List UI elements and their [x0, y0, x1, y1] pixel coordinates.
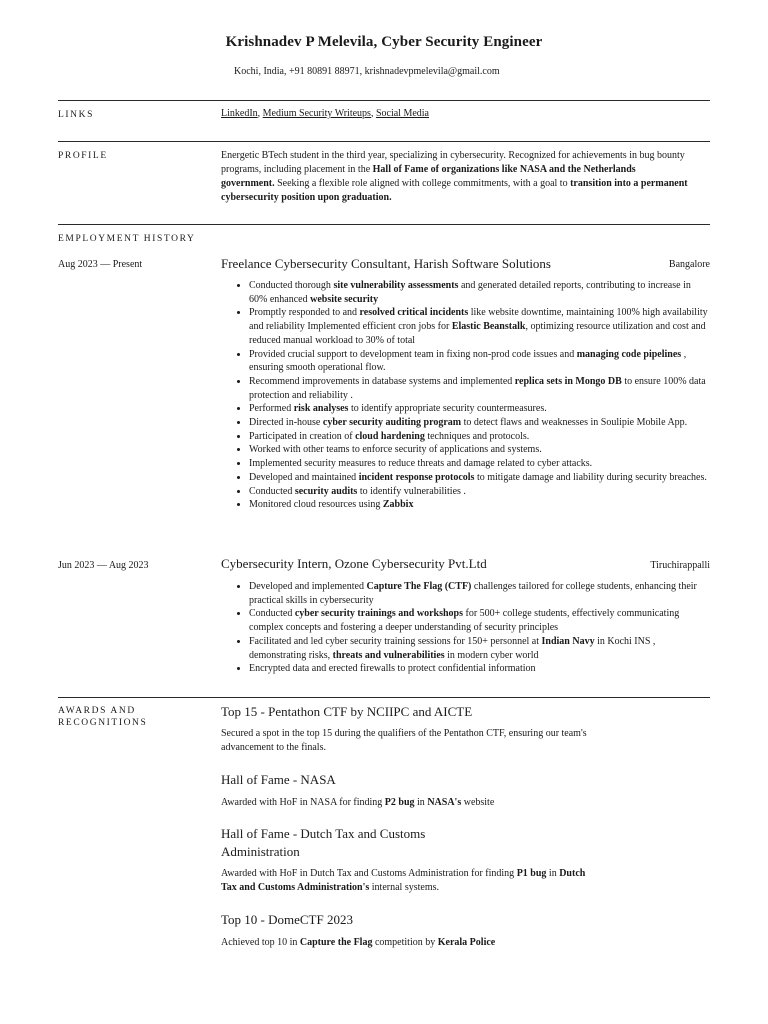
bold-text: Indian Navy — [541, 635, 595, 647]
text-segment: , optimizing resource utilization and cost and reduced manual workload to 30% of total — [249, 321, 706, 346]
text-segment: Encrypted data and erected firewalls to protect confidential information — [249, 663, 536, 675]
candidate-name: Krishnadev P Melevila, Cyber Security Engineer — [225, 34, 543, 50]
text-segment: website — [461, 797, 495, 808]
text-segment: to ensure 100% data protection and reliability . — [249, 375, 706, 401]
text-segment: Secured a spot in the top 15 during the qualifiers of the Pentathon CTF, ensuring our team's advancement to the finals. — [221, 728, 587, 753]
bullet-item — [249, 348, 711, 375]
bullet-item — [249, 402, 711, 416]
award-description — [221, 796, 621, 810]
link-separator: , — [257, 108, 263, 119]
resume-header — [0, 34, 768, 51]
text-segment: Conducted thorough — [249, 280, 334, 291]
bullet-item — [249, 471, 711, 485]
bold-text: security audits — [294, 485, 358, 497]
divider — [58, 100, 710, 101]
job-title: Cybersecurity Intern, Ozone Cybersecurity Pvt.Ltd — [221, 556, 487, 571]
bullet-item — [249, 443, 711, 457]
bullet-item — [249, 375, 711, 402]
bullet-item — [249, 662, 711, 676]
text-segment: in modern cyber world — [444, 649, 539, 661]
bullet-item — [249, 580, 711, 607]
text-segment: Performed — [249, 403, 294, 415]
medium-link[interactable]: Medium Security Writeups — [262, 108, 371, 119]
job-location: Tiruchirappalli — [650, 560, 710, 571]
profile-section-label: PROFILE — [58, 151, 108, 161]
link-separator: , — [370, 108, 376, 119]
bullet-item — [249, 430, 711, 444]
bold-text: incident response protocols — [358, 471, 475, 483]
bullet-item — [249, 635, 711, 662]
awards-label-line: AWARDS AND — [58, 706, 136, 716]
divider — [58, 224, 710, 225]
bold-text: Dutch Tax and Customs Administration's — [221, 868, 586, 893]
text-segment: Achieved top 10 in — [221, 937, 300, 948]
award-title: Hall of Fame - Dutch Tax and Customs Administration — [221, 826, 426, 859]
text-segment: to mitigate damage and liability during security breaches. — [474, 471, 707, 483]
bullet-item — [249, 416, 711, 430]
text-segment: challenges tailored for college students, enhancing their practical skills in cybersecurity — [249, 581, 697, 606]
text-segment: Participated in creation of — [249, 430, 356, 442]
text-segment: Provided crucial support to development team in fixing non-prod code issues and — [249, 348, 577, 360]
text-segment: to identify appropriate security countermeasures. — [348, 403, 547, 415]
text-segment: Conducted — [249, 608, 295, 620]
bold-text: Capture the Flag — [299, 937, 373, 948]
job-dates: Jun 2023 — Aug 2023 — [58, 560, 149, 571]
text-segment: Developed and maintained — [249, 471, 359, 483]
bold-text: managing code pipelines — [576, 348, 682, 360]
bullet-item — [249, 607, 711, 634]
text-segment: Energetic BTech student in the third year, specializing in cybersecurity. Recognized for achievements in bug bounty programs, including placement in the — [221, 150, 685, 175]
awards-label-line: RECOGNITIONS — [58, 718, 148, 728]
award-description — [221, 867, 601, 895]
bold-text: Zabbix — [382, 499, 414, 511]
job-bullets — [221, 580, 711, 676]
job-location: Bangalore — [668, 259, 710, 270]
bullet-item — [249, 498, 711, 512]
award-description — [221, 936, 621, 950]
profile-text — [221, 149, 691, 205]
text-segment: in — [546, 868, 560, 879]
award-title: Hall of Fame - NASA — [221, 772, 336, 787]
text-segment: competition by — [372, 937, 438, 948]
text-segment: Seeking a flexible role aligned with college commitments, with a goal to — [274, 178, 571, 189]
job-title: Freelance Cybersecurity Consultant, Harish Software Solutions — [221, 256, 551, 271]
text-segment: to identify vulnerabilities . — [357, 485, 466, 497]
bold-text: risk analyses — [293, 403, 349, 415]
text-segment: in — [414, 797, 428, 808]
bold-text: resolved critical incidents — [359, 307, 469, 319]
award-title: Top 15 - Pentathon CTF by NCIIPC and AICTE — [221, 704, 473, 719]
job-dates: Aug 2023 — Present — [58, 259, 143, 270]
award-description — [221, 727, 591, 755]
text-segment: , ensuring smooth operational flow. — [249, 348, 687, 374]
text-segment: to detect flaws and weaknesses in Soulipie Mobile App. — [461, 417, 688, 429]
bold-text: replica sets in Mongo DB — [514, 375, 622, 387]
links-section-label: LINKS — [58, 110, 94, 120]
bold-text: transition into a permanent cybersecurity position upon graduation. — [221, 178, 688, 203]
text-segment: Facilitated and led cyber security training sessions for 150+ personnel at — [249, 635, 542, 647]
awards-section-label — [58, 705, 147, 729]
bold-text: Kerala Police — [437, 937, 496, 948]
bold-text: threats and vulnerabilities — [332, 649, 445, 661]
bullet-item — [249, 485, 711, 499]
bold-text: Hall of Fame of organizations like NASA and the Netherlands government. — [221, 164, 636, 189]
text-segment: Conducted — [249, 485, 295, 497]
bold-text: Elastic Beanstalk — [451, 321, 526, 333]
bullet-item — [249, 306, 711, 347]
text-segment: and generated detailed reports, contributing to increase in 60% enhanced — [249, 280, 691, 305]
text-segment: in Kochi INS , demonstrating risks, — [249, 635, 656, 661]
text-segment: Recommend improvements in database systems and implemented — [249, 375, 515, 387]
divider — [58, 141, 710, 142]
text-segment: Awarded with HoF in Dutch Tax and Customs Administration for finding — [221, 868, 517, 879]
contact-line: Kochi, India, +91 80891 88971, krishnadevpmelevila@gmail.com — [234, 66, 500, 77]
bullet-item — [249, 279, 711, 306]
social-media-link[interactable]: Social Media — [375, 108, 429, 119]
text-segment: Promptly responded to and — [249, 307, 360, 319]
bold-text: Capture The Flag (CTF) — [366, 581, 472, 592]
text-segment: Directed in-house — [249, 417, 323, 429]
job-bullets — [221, 279, 711, 512]
text-segment: Awarded with HoF in NASA for finding — [221, 797, 385, 808]
text-segment: for 500+ college students, effectively communicating complex concepts and fostering a deeper understanding of security principles — [249, 608, 680, 634]
text-segment: Developed and implemented — [249, 581, 367, 592]
bold-text: NASA's — [427, 797, 462, 808]
bullet-item — [249, 457, 711, 471]
bold-text: site vulnerability assessments — [333, 280, 459, 291]
text-segment: like website downtime, maintaining 100% high availability and reliability Implemented efficient cron jobs for — [249, 307, 708, 333]
text-segment: internal systems. — [369, 882, 439, 893]
bold-text: website security — [310, 293, 379, 305]
divider — [58, 697, 710, 698]
linkedin-link[interactable]: LinkedIn — [221, 108, 258, 119]
text-segment: Implemented security measures to reduce threats and damage related to cyber attacks. — [249, 458, 593, 470]
bold-text: cyber security trainings and workshops — [294, 608, 463, 620]
bold-text: cyber security auditing program — [322, 417, 462, 429]
bold-text: cloud hardening — [355, 430, 425, 442]
employment-section-label: EMPLOYMENT HISTORY — [58, 234, 196, 244]
text-segment: Monitored cloud resources using — [249, 499, 383, 511]
text-segment: techniques and protocols. — [424, 430, 530, 442]
links-list — [221, 107, 711, 121]
text-segment: Worked with other teams to enforce security of applications and systems. — [249, 444, 542, 456]
bold-text: P1 bug — [516, 868, 547, 879]
bold-text: P2 bug — [384, 797, 415, 808]
award-title: Top 10 - DomeCTF 2023 — [221, 912, 353, 927]
